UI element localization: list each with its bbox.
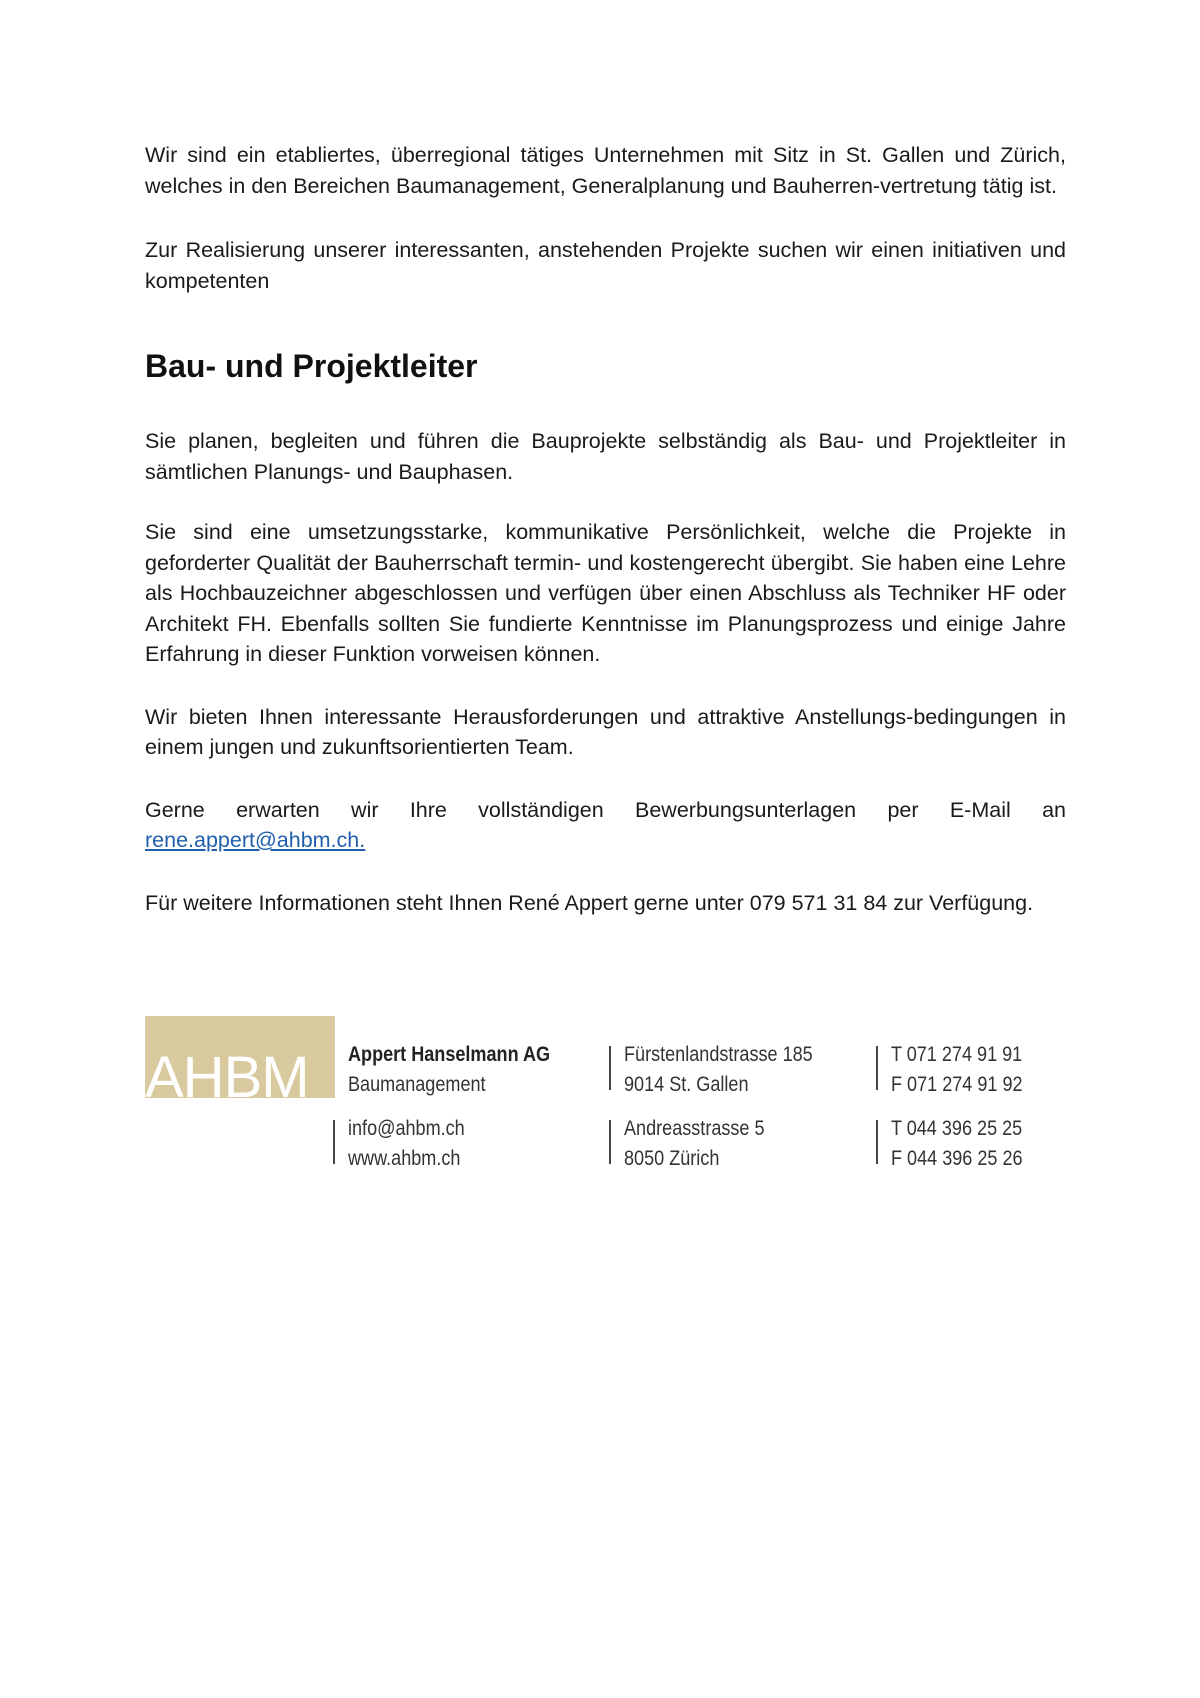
- street-zurich: Andreasstrasse 5: [624, 1117, 765, 1140]
- divider: [333, 1120, 335, 1164]
- job-title: Bau- und Projektleiter: [145, 348, 478, 384]
- phone-stgallen: T 071 274 91 91: [891, 1043, 1023, 1066]
- street-stgallen: Fürstenlandstrasse 185: [624, 1043, 813, 1066]
- city-stgallen: 9014 St. Gallen: [624, 1073, 749, 1096]
- divider: [876, 1046, 878, 1090]
- application-email-link[interactable]: rene.appert@ahbm.ch.: [145, 828, 366, 852]
- divider: [609, 1046, 611, 1090]
- company-footer: [145, 1016, 1066, 1186]
- address-stgallen: [624, 1040, 813, 1100]
- divider: [876, 1120, 878, 1164]
- company-website-link[interactable]: www.ahbm.ch: [348, 1147, 461, 1170]
- web-contact-block: [348, 1114, 465, 1174]
- company-intro-paragraph: Wir sind ein etabliertes, überregional tätiges Unternehmen mit Sitz in St. Gallen und Zürich, welches in den Bereichen Baumanagement, Generalplanung und Bauherren-vertretung tätig ist.: [145, 143, 1066, 198]
- contact-paragraph: Für weitere Informationen steht Ihnen René Appert gerne unter 079 571 31 84 zur Verfügung.: [145, 890, 1034, 915]
- phone-zurich: T 044 396 25 25: [891, 1117, 1023, 1140]
- phone-stgallen-block: [891, 1040, 1023, 1100]
- ahbm-logo: [145, 1016, 335, 1098]
- task-paragraph: Sie planen, begleiten und führen die Bauprojekte selbständig als Bau- und Projektleiter in sämtlichen Planungs- und Bauphasen.: [145, 429, 1066, 484]
- address-zurich: [624, 1114, 765, 1174]
- fax-zurich: F 044 396 25 26: [891, 1147, 1023, 1170]
- company-subtitle: Baumanagement: [348, 1073, 486, 1096]
- phone-zurich-block: [891, 1114, 1023, 1174]
- logo-text: AHBM: [145, 1045, 309, 1098]
- company-email-link[interactable]: info@ahbm.ch: [348, 1117, 465, 1140]
- job-posting: [145, 140, 1066, 918]
- fax-stgallen: F 071 274 91 92: [891, 1073, 1023, 1096]
- divider: [609, 1120, 611, 1164]
- offer-paragraph: Wir bieten Ihnen interessante Herausforderungen und attraktive Anstellungs-bedingungen in einem jungen und zukunftsorientierten Team.: [145, 704, 1066, 759]
- city-zurich: 8050 Zürich: [624, 1147, 720, 1170]
- search-intro-paragraph: Zur Realisierung unserer interessanten, anstehenden Projekte suchen wir einen initiativen und kompetenten: [145, 238, 1066, 293]
- application-text: Gerne erwarten wir Ihre vollständigen Bewerbungsunterlagen per E-Mail an: [145, 797, 1066, 822]
- profile-paragraph: Sie sind eine umsetzungsstarke, kommunikative Persönlichkeit, welche die Projekte in geforderter Qualität der Bauherrschaft termin- und kostengerecht übergibt. Sie haben eine Lehre als Hochbauzeichner abgeschlossen und verfügen über einen Abschluss als Techniker HF oder Architekt FH. Ebenfalls sollten Sie fundierte Kenntnisse im Planungsprozess und einige Jahre Erfahrung in dieser Funktion vorweisen können.: [145, 520, 1066, 666]
- company-name-block: [348, 1040, 550, 1100]
- company-name: Appert Hanselmann AG: [348, 1043, 551, 1066]
- application-paragraph: [145, 795, 1066, 856]
